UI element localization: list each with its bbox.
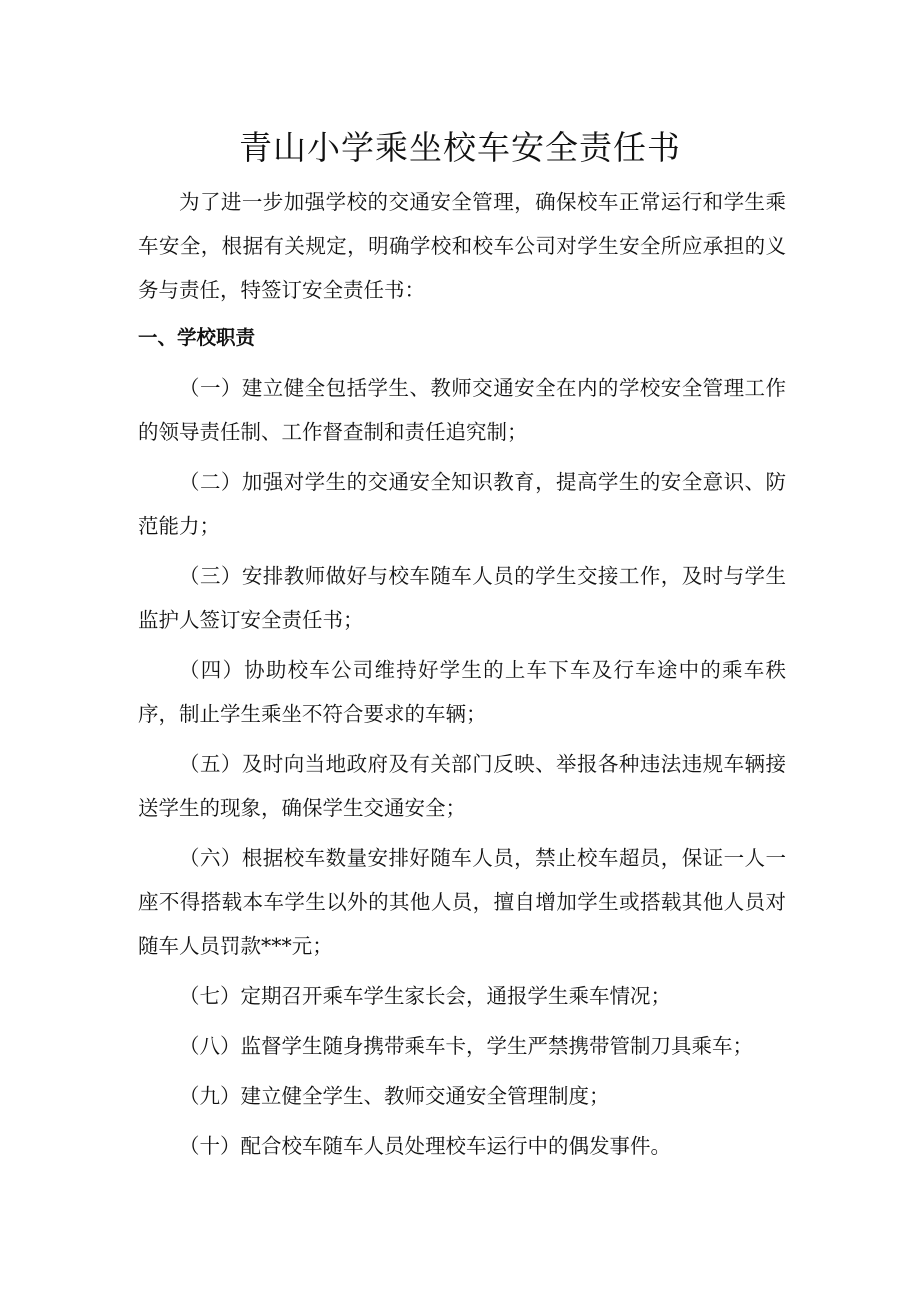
duty-item-1: （一）建立健全包括学生、教师交通安全在内的学校安全管理工作的领导责任制、工作督查制和责任追究制； xyxy=(138,376,786,444)
duty-item-7: （七）定期召开乘车学生家长会，通报学生乘车情况； xyxy=(179,984,671,1008)
intro-paragraph: 为了进一步加强学校的交通安全管理，确保校车正常运行和学生乘车安全，根据有关规定，明确学校和校车公司对学生安全所应承担的义务与责任，特签订安全责任书： xyxy=(138,190,786,302)
duty-item-8: （八）监督学生随身携带乘车卡，学生严禁携带管制刀具乘车； xyxy=(179,1034,753,1058)
duty-item-4: （四）协助校车公司维持好学生的上车下车及行车途中的乘车秩序，制止学生乘坐不符合要求的车辆； xyxy=(138,658,786,726)
duty-item-2: （二）加强对学生的交通安全知识教育，提高学生的安全意识、防范能力； xyxy=(138,470,786,538)
section-heading: 一、学校职责 xyxy=(138,326,256,349)
duty-item-9: （九）建立健全学生、教师交通安全管理制度； xyxy=(179,1084,610,1108)
duty-item-10: （十）配合校车随车人员处理校车运行中的偶发事件。 xyxy=(179,1134,671,1158)
document-body xyxy=(138,180,786,1174)
duty-item-6: （六）根据校车数量安排好随车人员，禁止校车超员，保证一人一座不得搭载本车学生以外的其他人员，擅自增加学生或搭载其他人员对随车人员罚款***元； xyxy=(138,846,786,958)
duty-item-3: （三）安排教师做好与校车随车人员的学生交接工作，及时与学生监护人签订安全责任书； xyxy=(138,564,786,632)
duty-item-5: （五）及时向当地政府及有关部门反映、举报各种违法违规车辆接送学生的现象，确保学生交通安全； xyxy=(138,752,786,820)
document-title: 青山小学乘坐校车安全责任书 xyxy=(239,128,681,167)
